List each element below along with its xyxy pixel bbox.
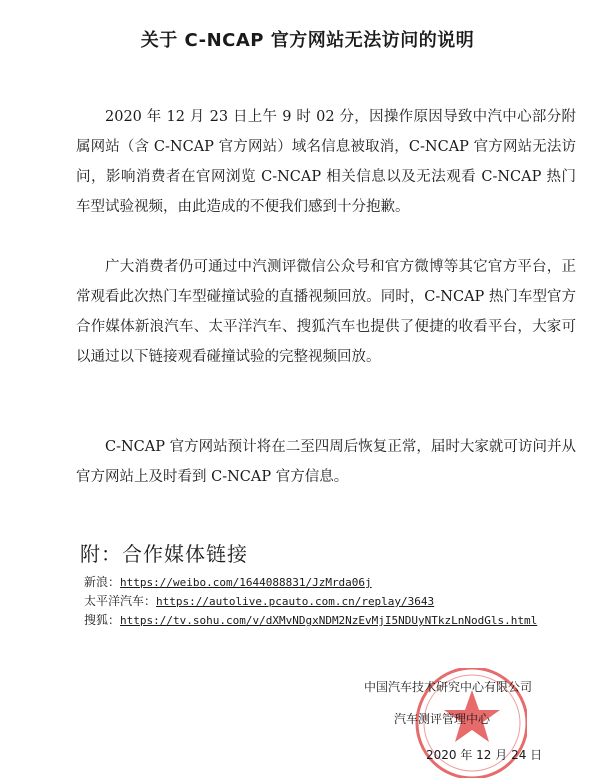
media-links [84,573,537,630]
signature-date: 2020 年 12 月 24 日 [426,748,543,762]
appendix-title: 附：合作媒体链接 [80,542,248,566]
link-row-sohu [84,611,537,630]
pcauto-link[interactable]: https://autolive.pcauto.com.cn/replay/3643 [156,595,435,608]
organization-name: 中国汽车技术研究中心有限公司 [364,680,533,694]
paragraph-2: 广大消费者仍可通过中汽测评微信公众号和官方微博等其它官方平台，正常观看此次热门车型碰撞试验的直播视频回放。同时，C-NCAP 热门车型官方合作媒体新浪汽车、太平洋汽车、搜狐汽车也提供了便捷的收看平台，大家可以通过以下链接观看碰撞试验的完整视频回放。 [76,259,576,365]
sina-link[interactable]: https://weibo.com/1644088831/JzMrda06j [120,576,372,589]
signature-block [364,668,574,778]
paragraph-1: 2020 年 12 月 23 日上午 9 时 02 分，因操作原因导致中汽中心部分附属网站（含 C-NCAP 官方网站）域名信息被取消，C-NCAP 官方网站无法访问，影响消费者在官网浏览 C-NCAP 相关信息以及无法观看 C-NCAP 热门车型试验视频，由此造成的不便我们感到十分抱歉。 [76,109,576,215]
paragraph-3: C-NCAP 官方网站预计将在二至四周后恢复正常，届时大家就可访问并从官方网站上及时看到 C-NCAP 官方信息。 [76,439,576,485]
page-title: 关于 C-NCAP 官方网站无法访问的说明 [140,30,475,51]
link-label: 新浪： [84,575,121,589]
department-name: 汽车测评管理中心 [394,712,491,726]
sohu-link[interactable]: https://tv.sohu.com/v/dXMvNDgxNDM2NzEvMjI5NDUyNTkzLnNodGls.html [120,614,538,627]
link-row-sina [84,573,537,592]
link-label: 搜狐： [84,613,121,627]
link-label: 太平洋汽车： [84,594,157,608]
link-row-pcauto [84,592,537,611]
